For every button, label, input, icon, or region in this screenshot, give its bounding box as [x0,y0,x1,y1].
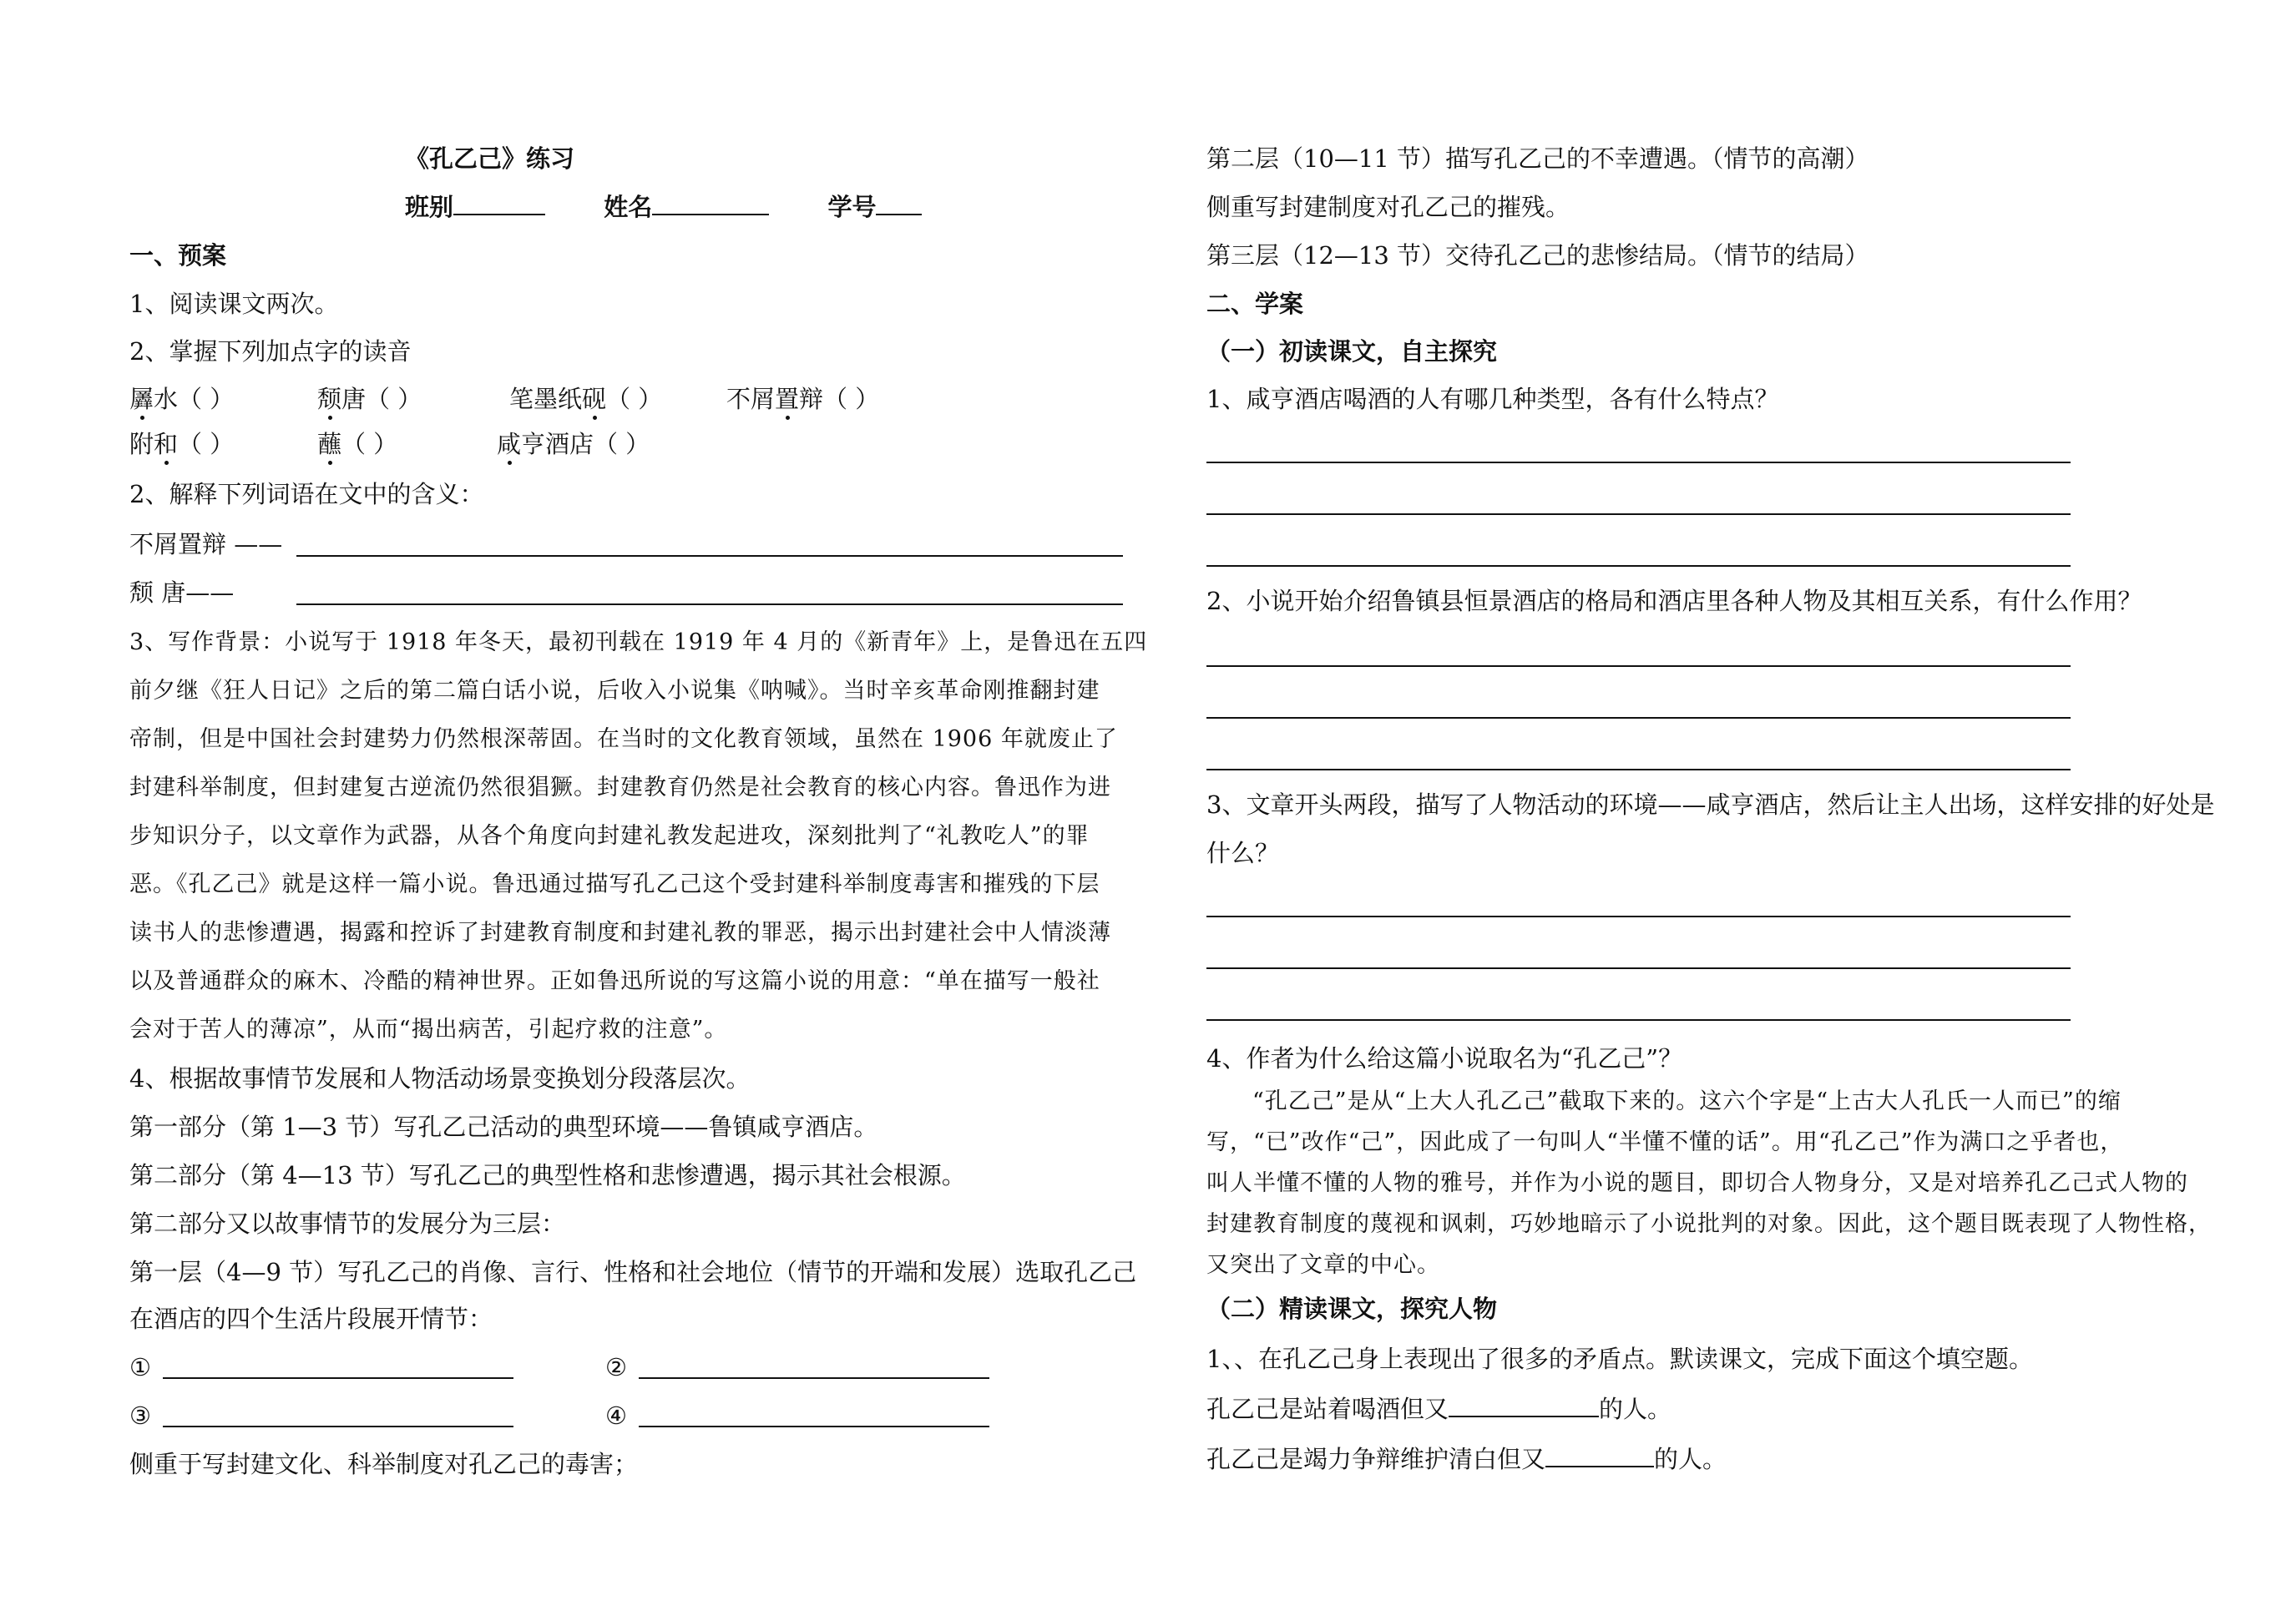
page-title: 《孔乙己》练习 [405,144,575,173]
circle-number: ④ [605,1401,627,1430]
dotted-char: 羼 [129,385,154,413]
right-question-3-line-2: 什么？ [1206,839,1280,867]
answer-paragraph-line: 写，“已”改作“己”，因此成了一句叫人“半懂不懂的话”。用“孔乙己”作为满口之乎者也， [1206,1129,2124,1155]
pron-item: 颓唐（ ） [317,385,422,413]
answer-line[interactable] [1206,967,2071,969]
layer-2: 第二层（10—11 节）描写孔乙己的不幸遭遇。（情节的高潮） [1206,144,1869,173]
dotted-char: 颓 [317,385,342,413]
fill-blank[interactable] [1545,1442,1654,1467]
answer-line[interactable] [163,1377,513,1379]
answer-line[interactable] [1206,916,2071,917]
class-blank[interactable] [453,190,545,215]
answer-line[interactable] [296,555,1123,557]
header-fields [405,190,922,224]
right-question-5: 1、、在孔乙己身上表现出了很多的矛盾点。默读课文，完成下面这个填空题。 [1206,1345,2033,1373]
explain-term-1: 不屑置辩 —— [129,530,283,558]
background-line: 会对于苦人的薄凉”，从而“揭出病苦，引起疗救的注意”。 [129,1017,728,1043]
id-label: 学号 [827,193,877,221]
background-line: 读书人的悲惨遭遇，揭露和控诉了封建教育制度和封建礼教的罪恶，揭示出封建社会中人情淡薄 [129,920,1111,946]
pron-item: 蘸（ ） [317,430,398,458]
fill-blank[interactable] [1449,1392,1599,1417]
pron-item: 附和（ ） [129,430,235,458]
background-line: 封建科举制度，但封建复古逆流仍然很猖獗。封建教育仍然是社会教育的核心内容。鲁迅作为进 [129,775,1111,800]
background-line: 3、写作背景：小说写于 1918 年冬天，最初刊载在 1919 年 4 月的《新青年》上，是鲁迅在五四 [129,629,1148,655]
section-2-title: 二、学案 [1206,290,1304,318]
focus-2: 侧重写封建制度对孔乙己的摧残。 [1206,193,1570,221]
answer-line[interactable] [639,1377,989,1379]
question-2-pronunciation: 2、掌握下列加点字的读音 [129,337,412,366]
layer-3: 第三层（12—13 节）交待孔乙己的悲惨结局。（情节的结局） [1206,241,1869,270]
circle-number: ② [605,1353,627,1381]
question-1: 1、阅读课文两次。 [129,290,339,318]
layer-1-line-1: 第一层（4—9 节）写孔乙己的肖像、言行、性格和社会地位（情节的开端和发展）选取孔乙己 [129,1258,1137,1286]
right-question-1: 1、咸亨酒店喝酒的人有哪几种类型，各有什么特点？ [1206,385,1779,413]
subsection-1-title: （一）初读课文，自主探究 [1206,337,1498,366]
answer-line[interactable] [163,1426,513,1427]
answer-line[interactable] [1206,1019,2071,1021]
dotted-char: 置 [775,385,800,413]
background-line: 帝制，但是中国社会封建势力仍然根深蒂固。在当时的文化教育领域，虽然在 1906 年就废止了 [129,726,1118,752]
pron-item: 笔墨纸砚（ ） [509,385,663,413]
question-4: 4、根据故事情节发展和人物活动场景变换划分段落层次。 [129,1064,751,1093]
answer-line[interactable] [1206,513,2071,515]
name-label: 姓名 [604,193,653,221]
question-2-explain: 2、解释下列词语在文中的含义： [129,480,484,508]
answer-line[interactable] [1206,462,2071,463]
background-line: 步知识分子，以文章作为武器，从各个角度向封建礼教发起进攻，深刻批判了“礼教吃人”的罪 [129,823,1090,849]
answer-paragraph-line: “孔乙己”是从“上大人孔乙己”截取下来的。这六个字是“上古大人孔氏一人而已”的缩 [1252,1088,2122,1114]
answer-paragraph-line: 封建教育制度的蔑视和讽刺，巧妙地暗示了小说批判的对象。因此，这个题目既表现了人物性格， [1206,1211,2212,1237]
answer-line[interactable] [639,1426,989,1427]
explain-term-2: 颓 唐—— [129,578,235,607]
class-label: 班别 [405,193,454,221]
answer-paragraph-line: 叫人半懂不懂的人物的雅号，并作为小说的题目，即切合人物身分，又是对培养孔乙己式人物的 [1206,1170,2188,1196]
focus-1: 侧重于写封建文化、科举制度对孔乙己的毒害； [129,1450,639,1478]
answer-paragraph-line: 又突出了文章的中心。 [1206,1252,1440,1278]
dotted-char: 砚 [582,385,607,413]
part-1: 第一部分（第 1—3 节）写孔乙己活动的典型环境——鲁镇咸亨酒店。 [129,1113,878,1141]
background-line: 以及普通群众的麻木、冷酷的精神世界。正如鲁迅所说的写这篇小说的用意：“单在描写一般社 [129,968,1100,994]
right-question-4: 4、作者为什么给这篇小说取名为“孔乙己”？ [1206,1044,1683,1073]
pron-item: 不屑置辩（ ） [726,385,880,413]
right-question-2: 2、小说开始介绍鲁镇县恒景酒店的格局和酒店里各种人物及其相互关系，有什么作用？ [1206,587,2142,615]
circle-number: ③ [129,1401,151,1430]
fill-in-1: 孔乙己是站着喝酒但又 的人。 [1206,1392,1671,1426]
part-2-subdivision: 第二部分又以故事情节的发展分为三层： [129,1209,566,1238]
id-blank[interactable] [876,190,922,215]
part-2: 第二部分（第 4—13 节）写孔乙己的典型性格和悲惨遭遇，揭示其社会根源。 [129,1161,966,1189]
pron-item: 咸亨酒店（ ） [497,430,650,458]
pron-item: 羼水（ ） [129,385,235,413]
answer-line[interactable] [1206,565,2071,567]
dotted-char: 蘸 [317,430,342,458]
answer-line[interactable] [1206,665,2071,667]
name-blank[interactable] [652,190,769,215]
section-1-title: 一、预案 [129,241,227,270]
circle-number: ① [129,1353,151,1381]
answer-line[interactable] [1206,769,2071,770]
right-question-3-line-1: 3、文章开头两段，描写了人物活动的环境——咸亨酒店，然后让主人出场，这样安排的好处是 [1206,790,2215,819]
dotted-char: 咸 [497,430,522,458]
fill-in-2: 孔乙己是竭力争辩维护清白但又 的人。 [1206,1442,1727,1476]
background-line: 恶。《孔乙己》就是这样一篇小说。鲁迅通过描写孔乙己这个受封建科举制度毒害和摧残的下层 [129,871,1100,897]
answer-line[interactable] [296,603,1123,605]
answer-line[interactable] [1206,717,2071,719]
background-line: 前夕继《狂人日记》之后的第二篇白话小说，后收入小说集《呐喊》。当时辛亥革命刚推翻封建 [129,678,1100,704]
layer-1-line-2: 在酒店的四个生活片段展开情节： [129,1305,493,1333]
subsection-2-title: （二）精读课文，探究人物 [1206,1295,1498,1323]
dotted-char: 和 [154,430,179,458]
